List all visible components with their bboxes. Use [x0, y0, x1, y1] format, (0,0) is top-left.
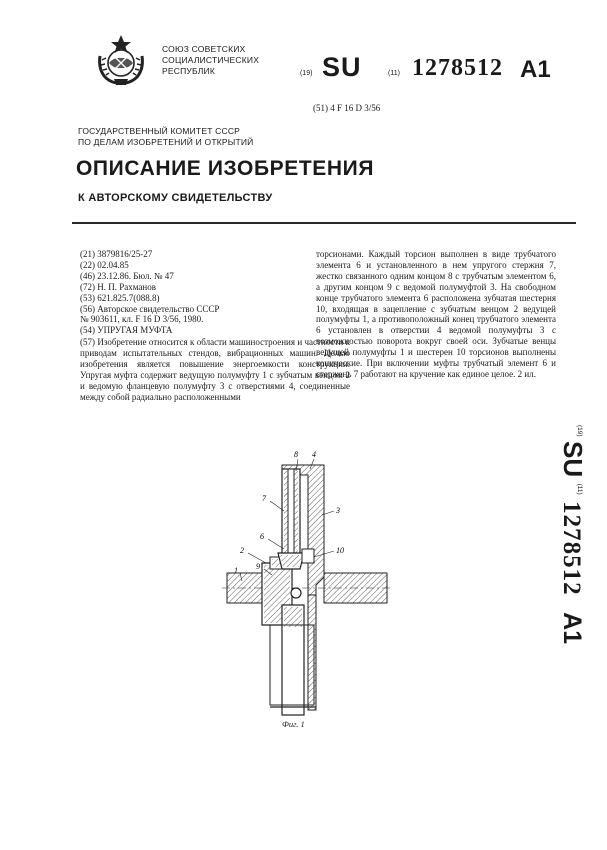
label-crown: 2	[240, 546, 244, 555]
biblio-application-number: (21) 3879816/25-27	[80, 249, 153, 259]
label-rod: 7	[262, 494, 266, 503]
committee-line-1: ГОСУДАРСТВЕННЫЙ КОМИТЕТ СССР	[78, 126, 241, 136]
label-gear: 10	[336, 546, 344, 555]
ipc-value: F 16 D 3/56	[337, 103, 381, 113]
margin-kind-code: A1	[558, 612, 586, 645]
abstract-part-1: (57) Изобретение относится к области машиностроения и частности к приводам испытательных стендов, вибрационных машин. Целью изобретения является повышение энергоемкости конструкции. Упругая муфта содержит ведущую полумуфту 1 с зубчатым венцом 2 и ведомую фланцевую полумуфту 3 с отверстиями 4, соединенные между собой радиально расположенными	[80, 337, 350, 402]
coupling-drawing	[222, 445, 392, 730]
margin-country-code-marker: (19)	[576, 425, 583, 437]
country-code-marker: (19)	[300, 70, 313, 77]
ipc-classification	[313, 103, 380, 113]
ussr-emblem-icon	[92, 30, 150, 88]
committee-block	[78, 126, 254, 148]
margin-patent-number: 1278512	[558, 501, 585, 596]
margin-number-code-marker: (11)	[576, 483, 583, 495]
union-line-2: СОЦИАЛИСТИЧЕСКИХ	[162, 55, 260, 65]
union-line-3: РЕСПУБЛИК	[162, 66, 216, 76]
biblio-udc: (53) 621.825.7(088.8)	[80, 292, 160, 303]
header-divider	[72, 222, 576, 224]
patent-number: 1278512	[412, 55, 503, 81]
biblio-publication-date: (46) 23.12.86. Бюл. № 47	[80, 270, 174, 281]
biblio-references-cont: № 903611, кл. F 16 D 3/56, 1980.	[80, 314, 204, 325]
label-rod-end-2: 9	[256, 562, 260, 571]
abstract-part-2: торсионами. Каждый торсион выполнен в виде трубчатого элемента 6 и установленного в нем упругого стержня 7, жестко связанного одним концом 8 с трубчатым элементом 6, а другим концом 9 с ведомой полумуфтой 3. На свободном конце трубчатого элемента 6 расположена зубчатая шестерня 10, входящая в зацепление с зубчатым венцом 2 ведущей полумуфты 1, а противоположный конец трубчатого элемента 6 установлен в отверстии 4 ведомой полумуфты 3 с возможностью поворота вокруг своей оси. Зубчатые венцы ведущей полумуфты 1 и шестерен 10 торсионов выполнены конические. При включении муфты трубчатый элемент 6 и стержень 7 работают на кручение как единое целое. 2 ил.	[316, 249, 556, 379]
kind-code: A1	[520, 56, 551, 83]
number-code-marker: (11)	[388, 70, 400, 77]
label-tube: 6	[260, 532, 264, 541]
label-driving-half: 1	[234, 566, 238, 575]
biblio-references: (56) Авторское свидетельство СССР	[80, 303, 220, 314]
union-line-1: СОЮЗ СОВЕТСКИХ	[162, 44, 246, 54]
left-column	[80, 249, 350, 403]
committee-line-2: ПО ДЕЛАМ ИЗОБРЕТЕНИЙ И ОТКРЫТИЙ	[78, 137, 254, 147]
country-code: SU	[322, 52, 362, 82]
publication-number	[300, 52, 590, 82]
biblio-inventor: (72) Н. П. Рахманов	[80, 281, 156, 292]
label-hole: 4	[312, 450, 316, 459]
margin-country-code: SU	[558, 441, 588, 478]
biblio-invention-title: (54) УПРУГАЯ МУФТА	[80, 325, 173, 336]
margin-publication-number	[548, 425, 588, 695]
label-driven-half: 3	[336, 506, 340, 515]
document-subtitle: К АВТОРСКОМУ СВИДЕТЕЛЬСТВУ	[78, 192, 273, 204]
label-rod-end: 8	[294, 450, 298, 459]
ipc-code-marker: (51) 4	[313, 103, 335, 113]
document-title: ОПИСАНИЕ ИЗОБРЕТЕНИЯ	[76, 157, 375, 180]
biblio-filing-date: (22) 02.04.85	[80, 259, 129, 270]
figure-caption: Фиг. 1	[282, 719, 305, 729]
